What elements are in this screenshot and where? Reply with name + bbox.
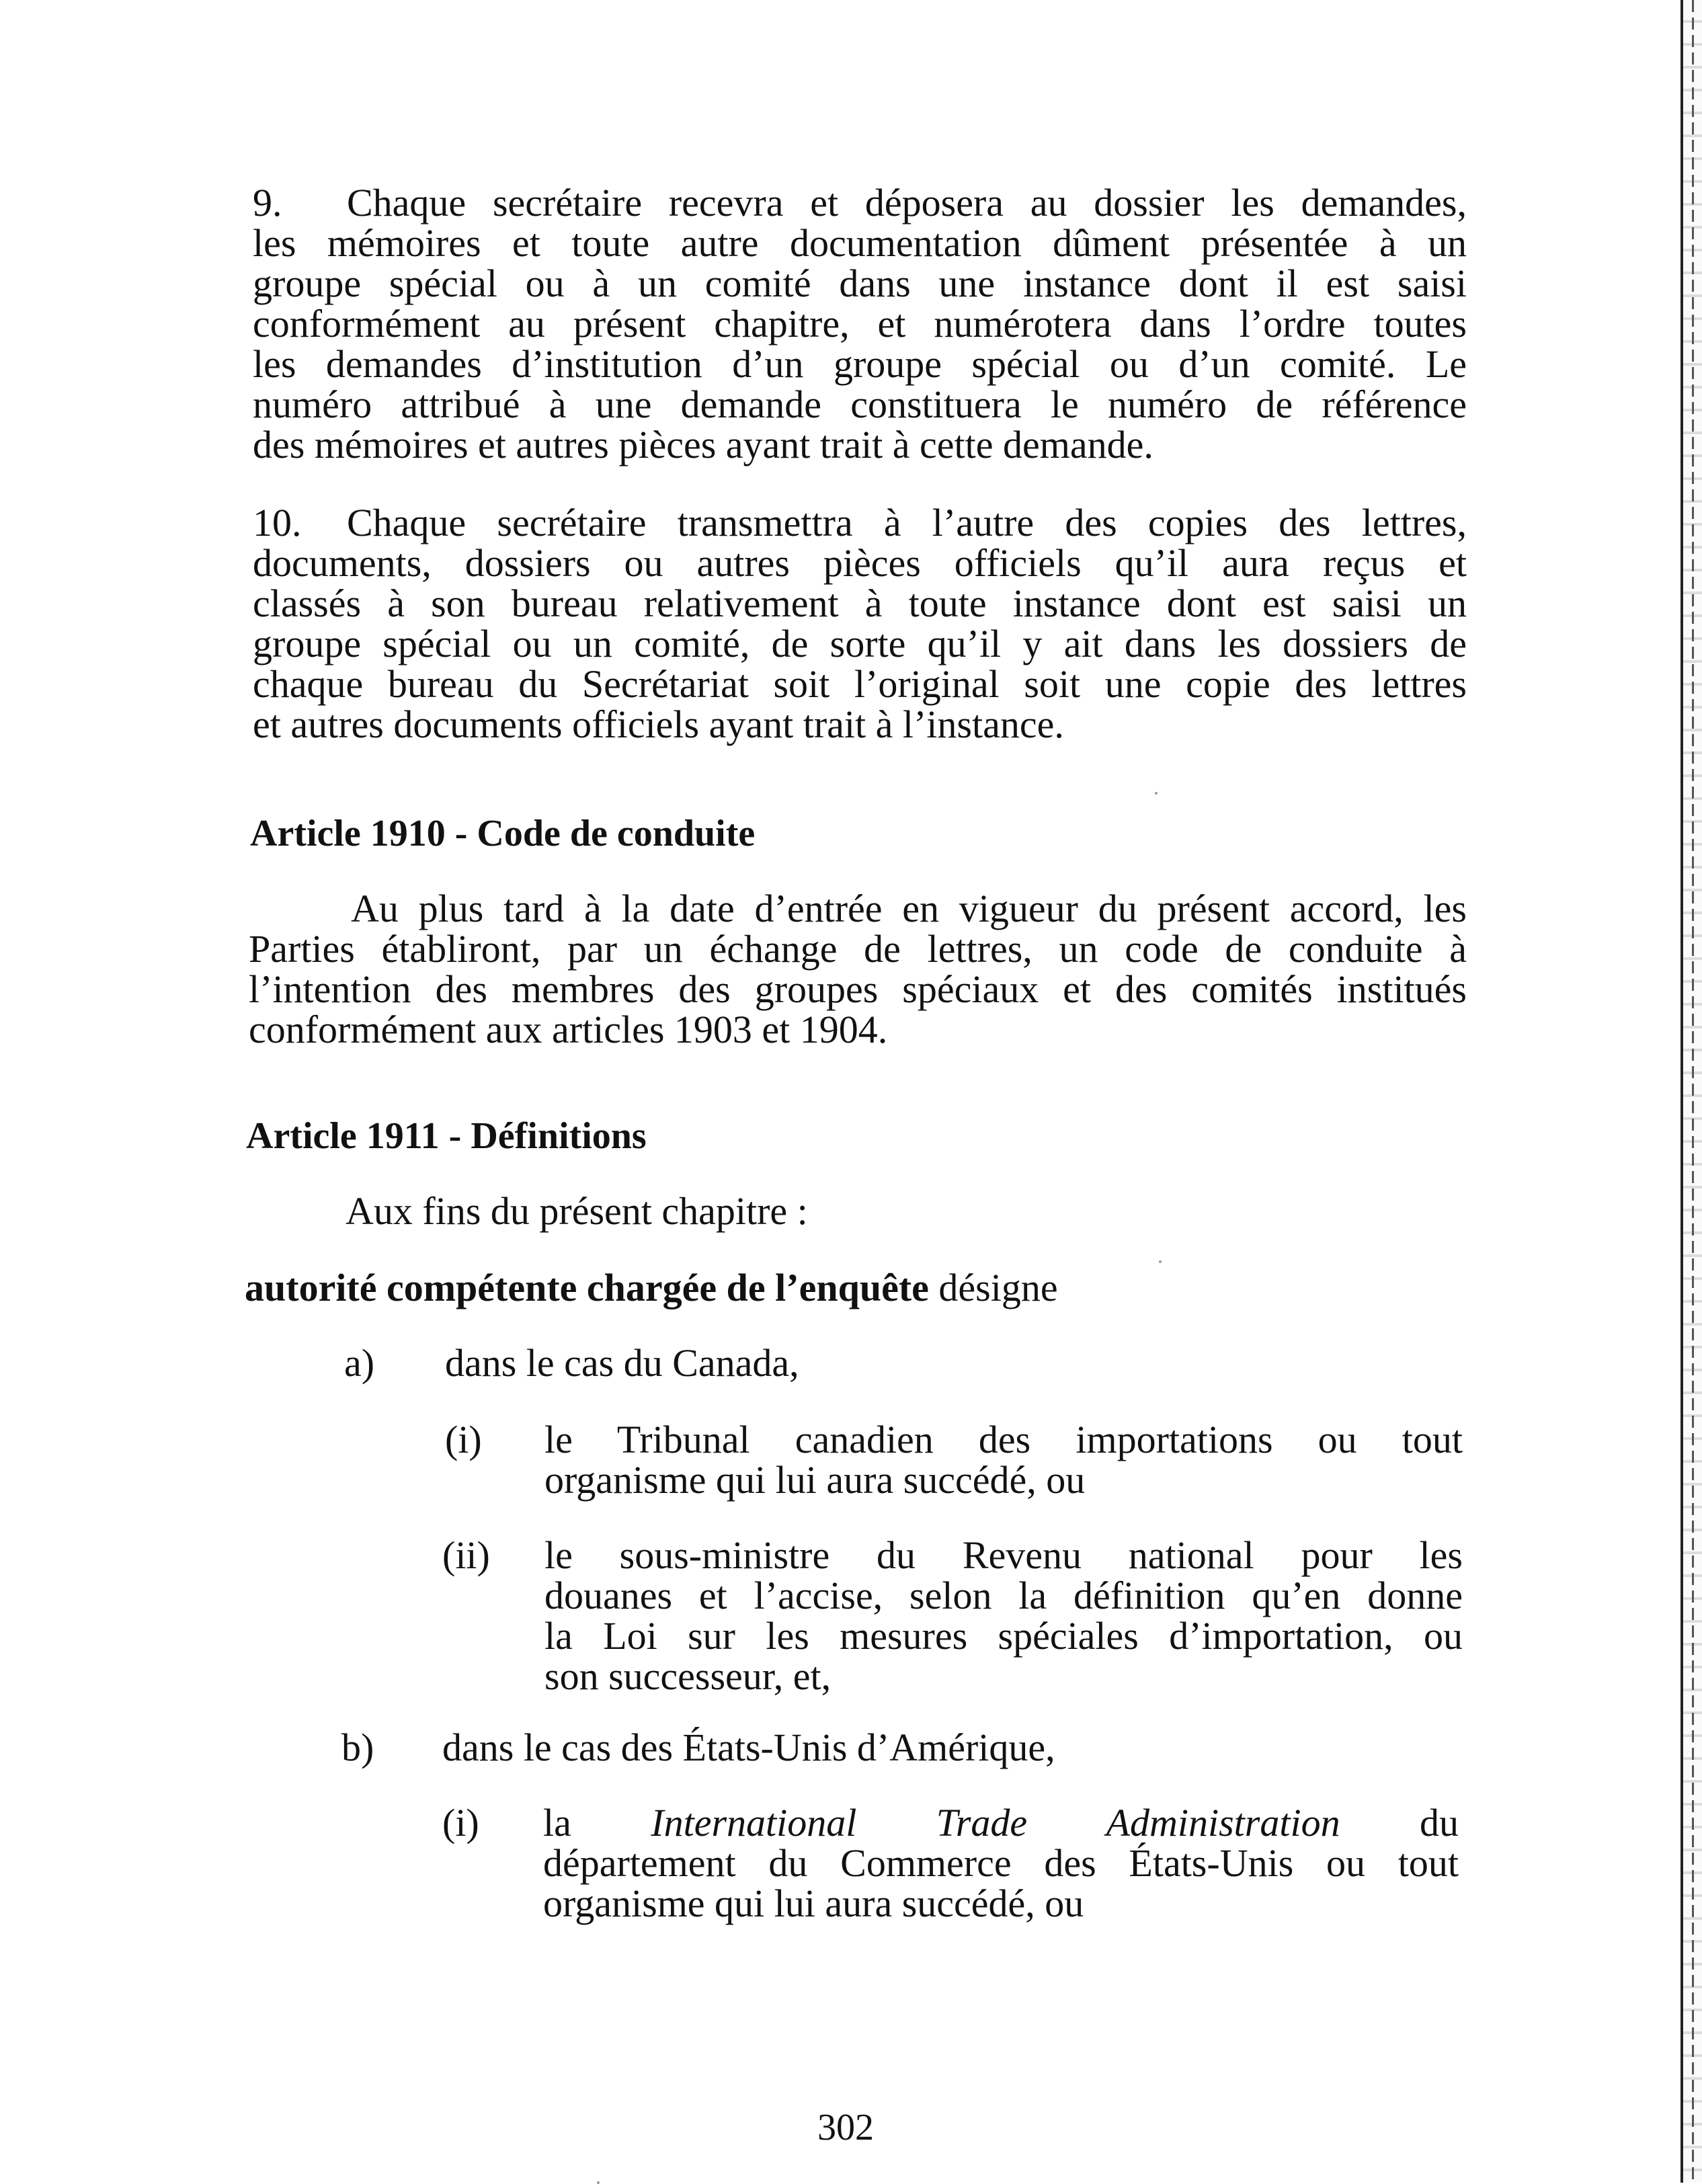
- subitem-line: organisme qui lui aura succédé, ou: [544, 1458, 1086, 1502]
- scan-speck: [1159, 1260, 1162, 1263]
- subitem-line: organisme qui lui aura succédé, ou: [543, 1882, 1084, 1925]
- item-a-text: dans le cas du Canada,: [445, 1341, 799, 1385]
- scan-edge-line: [1692, 0, 1694, 2183]
- scan-speck: [1155, 792, 1158, 795]
- paragraph-line: Au plus tard à la date d’entrée en vigueur du présent accord, les: [351, 887, 1467, 930]
- scan-edge: [1680, 0, 1702, 2183]
- subitem-line: la Loi sur les mesures spéciales d’importation, ou: [544, 1614, 1463, 1658]
- paragraph-line: les demandes d’institution d’un groupe spécial ou d’un comité. Le: [253, 342, 1467, 386]
- scan-speck: [597, 2181, 600, 2184]
- paragraph-line: les mémoires et toute autre documentation dûment présentée à un: [253, 221, 1467, 265]
- article-1910-heading: Article 1910 - Code de conduite: [250, 813, 756, 854]
- definition-term: autorité compétente chargée de l’enquête: [245, 1266, 929, 1309]
- agency-name: International Trade Administration: [651, 1801, 1340, 1845]
- item-b-text: dans le cas des États-Unis d’Amérique,: [442, 1726, 1055, 1769]
- paragraph-line: chaque bureau du Secrétariat soit l’original soit une copie des lettres: [253, 662, 1467, 706]
- paragraph-line: classés à son bureau relativement à toute instance dont est saisi un: [253, 581, 1467, 625]
- paragraph-line: 10. Chaque secrétaire transmettra à l’autre des copies des lettres,: [253, 501, 1467, 544]
- item-a-ii-text: [544, 1535, 1463, 1697]
- paragraph-line: groupe spécial ou un comité, de sorte qu’il y ait dans les dossiers de: [253, 622, 1467, 665]
- paragraph-line: et autres documents officiels ayant trait à l’instance.: [253, 702, 1064, 746]
- paragraph-number: 9.: [253, 181, 282, 225]
- paragraph-line: des mémoires et autres pièces ayant trait à cette demande.: [253, 423, 1153, 467]
- item-b-i-label: (i): [442, 1801, 479, 1845]
- paragraph-line: conformément au présent chapitre, et numérotera dans l’ordre toutes: [253, 302, 1467, 346]
- page-number: 302: [817, 2107, 874, 2148]
- item-a-i-label: (i): [445, 1418, 482, 1461]
- item-b-label: b): [341, 1726, 374, 1769]
- paragraph-line: 9. Chaque secrétaire recevra et déposera au dossier les demandes,: [253, 181, 1467, 225]
- subitem-line: département du Commerce des États-Unis ou tout: [543, 1841, 1459, 1885]
- paragraph-line: numéro attribué à une demande constituera le numéro de référence: [253, 382, 1467, 426]
- article-1910-body: [249, 889, 1467, 1050]
- definitions-intro: Aux fins du présent chapitre :: [346, 1189, 808, 1233]
- item-a-label: a): [344, 1341, 375, 1385]
- definition-term-line: [245, 1268, 1058, 1308]
- paragraph-line: documents, dossiers ou autres pièces officiels qu’il aura reçus et: [253, 541, 1467, 585]
- paragraph-line: l’intention des membres des groupes spéciaux et des comités institués: [249, 967, 1467, 1011]
- subitem-line: le sous-ministre du Revenu national pour les: [544, 1533, 1463, 1577]
- subitem-line: la International Trade Administration du: [543, 1801, 1459, 1845]
- paragraph-number: 10.: [253, 501, 302, 544]
- item-a-i-text: [544, 1420, 1463, 1500]
- article-1911-heading: Article 1911 - Définitions: [246, 1115, 647, 1157]
- subitem-line: douanes et l’accise, selon la définition qu’en donne: [544, 1574, 1463, 1617]
- item-a-ii-label: (ii): [442, 1533, 490, 1577]
- paragraph-line: Parties établiront, par un échange de lettres, un code de conduite à: [249, 927, 1467, 971]
- definition-term-suffix: désigne: [928, 1266, 1058, 1309]
- paragraph-9: [253, 183, 1467, 465]
- subitem-line: son successeur, et,: [544, 1654, 832, 1698]
- paragraph-10: [253, 503, 1467, 745]
- item-b-i-text: [543, 1803, 1459, 1924]
- paragraph-line: groupe spécial ou à un comité dans une instance dont il est saisi: [253, 261, 1467, 305]
- subitem-line: le Tribunal canadien des importations ou tout: [544, 1418, 1463, 1461]
- paragraph-line: conformément aux articles 1903 et 1904.: [249, 1008, 888, 1051]
